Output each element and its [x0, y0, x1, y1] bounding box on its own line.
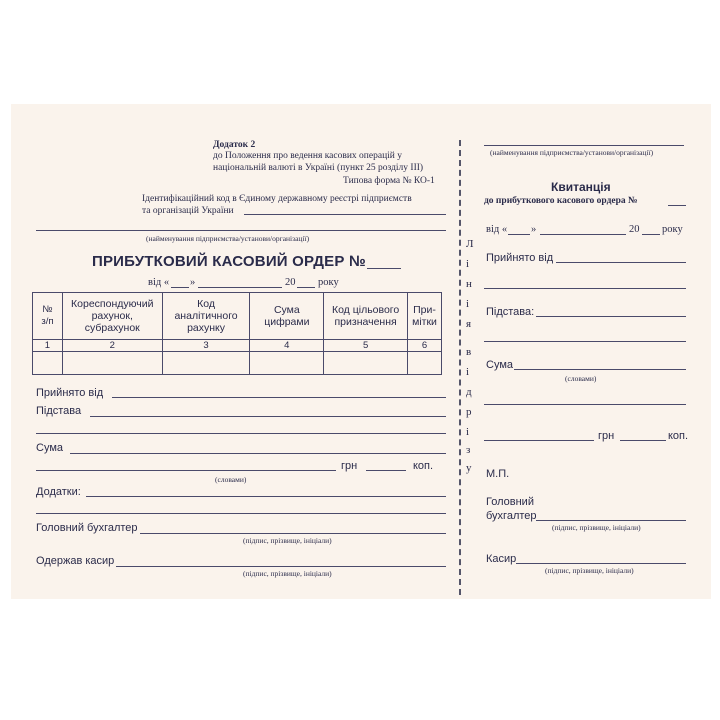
receipt-date-quote: » — [531, 224, 537, 235]
edrpou-code-line[interactable] — [244, 214, 446, 215]
uah-label: грн — [341, 460, 358, 472]
cashier-signature-line[interactable] — [116, 566, 446, 567]
receipt-subtitle: до прибуткового касового ордера № — [484, 196, 638, 206]
amount-line[interactable] — [70, 453, 446, 454]
receipt-amount-line[interactable] — [514, 369, 686, 370]
receipt-date-yy-line[interactable] — [642, 234, 660, 235]
header-cell-analytic-code: Код аналітичного рахунку — [162, 293, 250, 340]
amount-words-line[interactable] — [36, 470, 336, 471]
receipt-basis-label: Підстава: — [486, 306, 535, 318]
order-date-day-line[interactable] — [171, 287, 189, 288]
order-date-suffix: року — [318, 277, 339, 288]
chief-signature-caption: (підпис, прізвище, ініціали) — [243, 536, 332, 545]
uah-amount-line[interactable] — [366, 470, 406, 471]
receipt-cashier-signature-line[interactable] — [516, 563, 686, 564]
order-date-quote: » — [190, 277, 196, 288]
regulation-line-2: національній валюті в Україні (пункт 25 розділу ІІІ) — [213, 163, 424, 173]
receipt-received-from-line[interactable] — [556, 262, 686, 263]
header-cell-amount: Сума цифрами — [250, 293, 324, 340]
order-title: ПРИБУТКОВИЙ КАСОВИЙ ОРДЕР № — [92, 253, 366, 270]
entry-cell[interactable] — [33, 352, 63, 375]
chief-accountant-label: Головний бухгалтер — [36, 522, 138, 534]
edrpou-line-1: Ідентифікаційний код в Єдиному державному реєстрі підприємств — [142, 194, 412, 204]
cut-letter: в — [466, 346, 472, 358]
receipt-uah-line[interactable] — [484, 440, 594, 441]
cut-line — [459, 140, 461, 595]
cut-letter: Л — [466, 238, 474, 250]
received-from-label: Прийнято від — [36, 387, 104, 399]
receipt-amount-words-line[interactable] — [484, 404, 686, 405]
receipt-stamp-label: М.П. — [486, 468, 510, 480]
cut-letter: д — [466, 386, 472, 398]
receipt-chief-label-1: Головний — [486, 496, 534, 508]
table-entry-row — [33, 352, 442, 375]
cut-letter: р — [466, 406, 472, 418]
receipt-amount-label: Сума — [486, 359, 514, 371]
cut-letter: і — [466, 426, 470, 438]
org-name-line[interactable] — [36, 230, 446, 231]
column-number: 6 — [408, 340, 442, 352]
cashier-received-label: Одержав касир — [36, 555, 115, 567]
basis-line-1[interactable] — [90, 416, 446, 417]
receipt-received-from-line-2[interactable] — [484, 288, 686, 289]
receipt-basis-line-2[interactable] — [484, 341, 686, 342]
receipt-kop-line[interactable] — [620, 440, 666, 441]
receipt-cashier-label: Касир — [486, 553, 517, 565]
receipt-chief-label-2: бухгалтер — [486, 510, 537, 522]
receipt-date-suffix: року — [662, 224, 683, 235]
kop-label: коп. — [413, 460, 434, 472]
order-date-from: від « — [148, 277, 170, 288]
entry-cell[interactable] — [408, 352, 442, 375]
chief-accountant-signature-line[interactable] — [140, 533, 446, 534]
attachments-label: Додатки: — [36, 486, 81, 498]
cut-letter: і — [466, 258, 470, 270]
header-cell-notes: При- мітки — [408, 293, 442, 340]
column-number: 5 — [324, 340, 408, 352]
entry-cell[interactable] — [250, 352, 324, 375]
cut-letter: з — [466, 444, 471, 456]
entry-cell[interactable] — [162, 352, 250, 375]
edrpou-line-2: та організацій України — [142, 206, 234, 216]
header-cell-purpose-code: Код цільового призначення — [324, 293, 408, 340]
header-cell-number: № з/п — [33, 293, 63, 340]
appendix-label: Додаток 2 — [213, 140, 256, 150]
receipt-date-day-line[interactable] — [508, 234, 530, 235]
column-number: 2 — [62, 340, 162, 352]
order-date-month-line[interactable] — [198, 287, 282, 288]
column-number: 4 — [250, 340, 324, 352]
column-number: 1 — [33, 340, 63, 352]
order-date-yy-line[interactable] — [297, 287, 315, 288]
cut-letter: я — [466, 318, 472, 330]
order-date-year: 20 — [285, 277, 296, 288]
receipt-chief-signature-line[interactable] — [536, 520, 686, 521]
basis-line-2[interactable] — [36, 433, 446, 434]
receipt-date-month-line[interactable] — [540, 234, 626, 235]
cut-letter: і — [466, 298, 470, 310]
column-number: 3 — [162, 340, 250, 352]
amount-words-caption: (словами) — [215, 475, 247, 484]
receipt-uah-label: грн — [598, 430, 615, 442]
receipt-date-year: 20 — [629, 224, 640, 235]
receipt-org-caption: (найменування підприємства/установи/організації) — [490, 148, 654, 157]
regulation-line-1: до Положення про ведення касових операцій у — [213, 151, 403, 161]
org-name-caption: (найменування підприємства/установи/організації) — [146, 234, 310, 243]
receipt-basis-line-1[interactable] — [536, 316, 686, 317]
receipt-received-from-label: Прийнято від — [486, 252, 554, 264]
amount-label: Сума — [36, 442, 64, 454]
receipt-date-from: від « — [486, 224, 508, 235]
receipt-words-caption: (словами) — [565, 374, 597, 383]
basis-label: Підстава — [36, 405, 82, 417]
cut-letter: і — [466, 366, 470, 378]
table-header-row — [33, 293, 442, 340]
cut-letter: н — [466, 278, 472, 290]
receipt-chief-signature-caption: (підпис, прізвище, ініціали) — [552, 523, 641, 532]
received-from-line[interactable] — [112, 397, 446, 398]
entry-cell[interactable] — [62, 352, 162, 375]
receipt-cashier-signature-caption: (підпис, прізвище, ініціали) — [545, 566, 634, 575]
order-number-line[interactable] — [367, 268, 401, 269]
header-cell-corr-account: Кореспондуючий рахунок, субрахунок — [62, 293, 162, 340]
form-code: Типова форма № КО-1 — [343, 176, 435, 186]
cashier-signature-caption: (підпис, прізвище, ініціали) — [243, 569, 332, 578]
receipt-order-number-line[interactable] — [668, 205, 686, 206]
attachments-line-1[interactable] — [86, 496, 446, 497]
attachments-line-2[interactable] — [36, 513, 446, 514]
column-number-row — [33, 340, 442, 352]
cut-letter: у — [466, 462, 472, 474]
receipt-title: Квитанція — [551, 180, 611, 194]
receipt-org-line[interactable] — [484, 145, 684, 146]
receipt-kop-label: коп. — [668, 430, 689, 442]
entry-cell[interactable] — [324, 352, 408, 375]
entries-table — [32, 292, 442, 375]
